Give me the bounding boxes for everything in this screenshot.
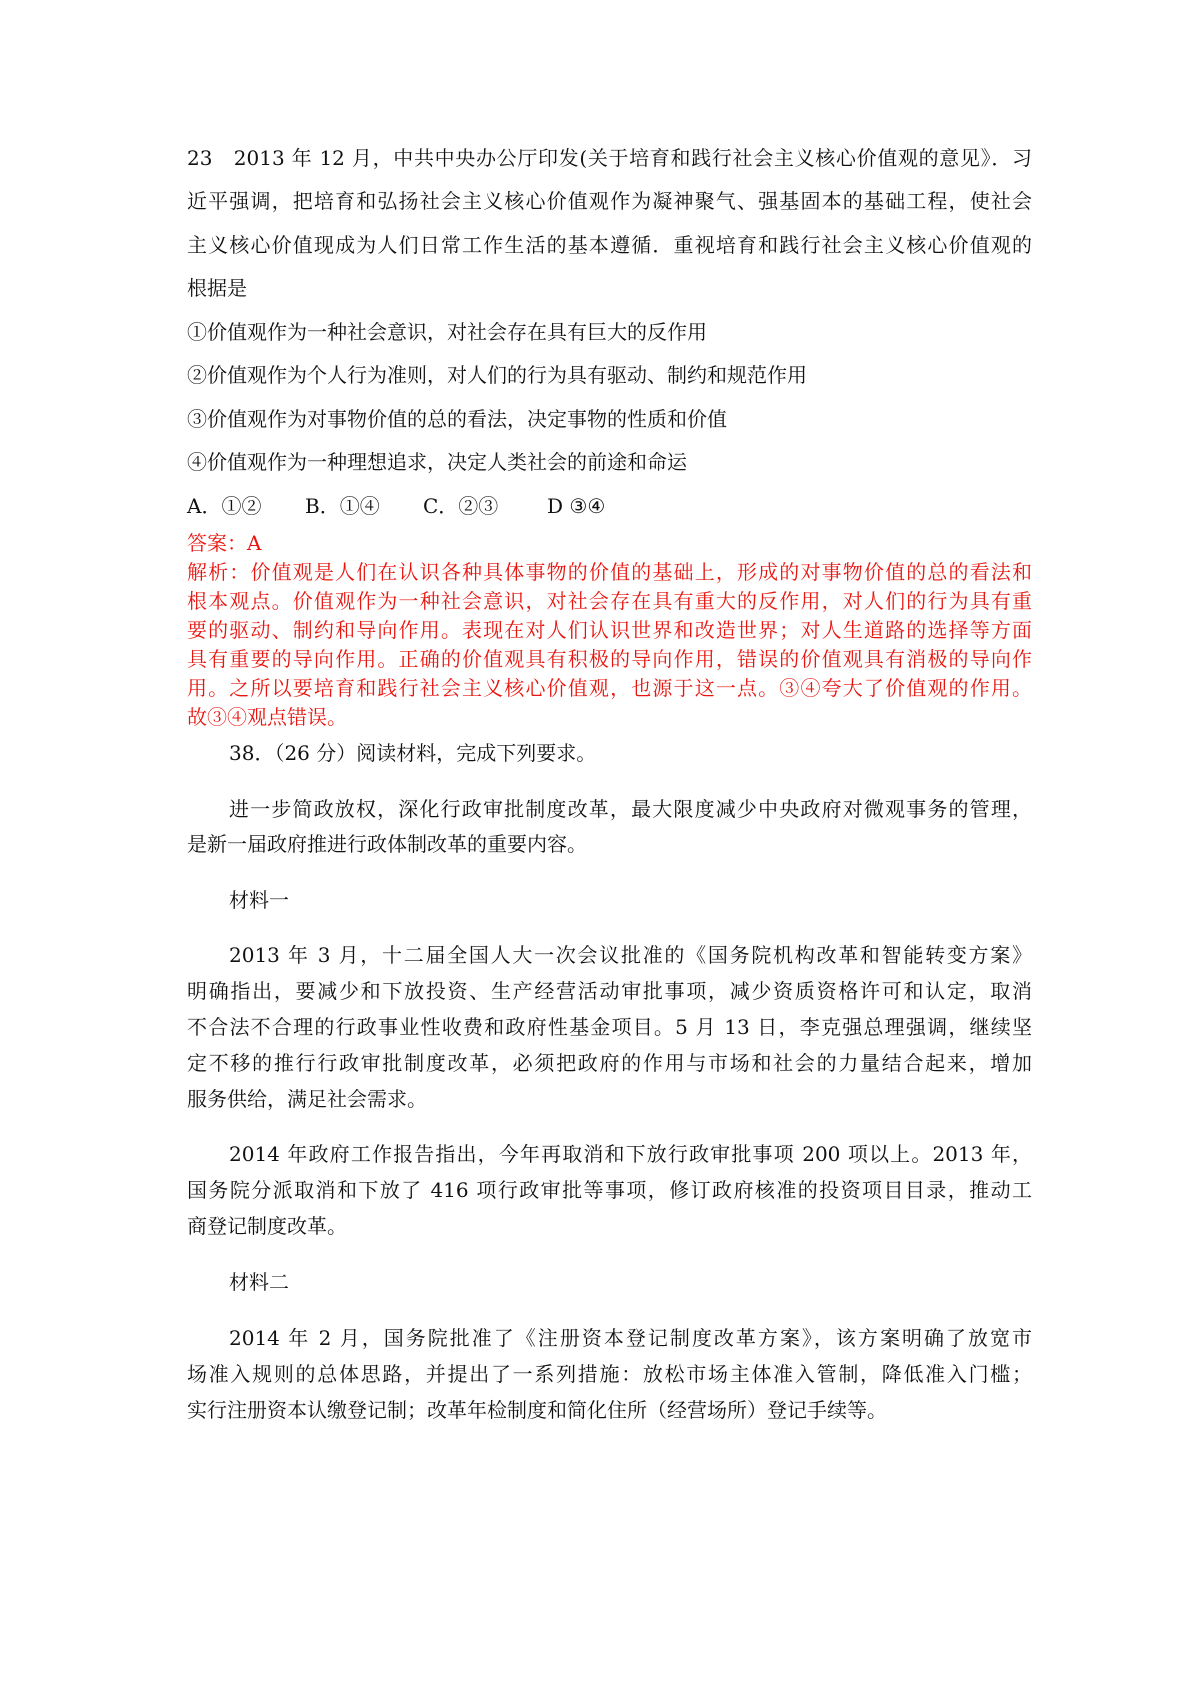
q38-material1-p1-line-1: 2013 年 3 月，十二届全国人大一次会议批准的《国务院机构改革和智能转变方案》 xyxy=(229,943,1032,967)
q23-analysis-line-2: 根本观点。价值观作为一种社会意识，对社会存在具有重大的反作用，对人们的行为具有重 xyxy=(187,589,1032,613)
q38-material2-p1-line-1: 2014 年 2 月，国务院批准了《注册资本登记制度改革方案》，该方案明确了放宽市 xyxy=(229,1326,1032,1350)
q38-intro-line-1: 进一步简政放权，深化行政审批制度改革，最大限度减少中央政府对微观事务的管理， xyxy=(229,797,1032,821)
q38-material1-p1-line-4: 定不移的推行行政审批制度改革，必须把政府的作用与市场和社会的力量结合起来，增加 xyxy=(187,1051,1032,1075)
q38-heading: 38．（26 分）阅读材料，完成下列要求。 xyxy=(229,741,597,765)
q23-option-a: A．①② xyxy=(187,494,262,518)
q23-stem-line-1: 23 2013 年 12 月，中共中央办公厅印发(关于培育和践行社会主义核心价值观的意见》．习 xyxy=(187,146,1032,170)
q38-material1-p1-line-3: 不合法不合理的行政事业性收费和政府性基金项目。5 月 13 日，李克强总理强调，继续坚 xyxy=(187,1015,1032,1039)
q23-stem-line-2: 近平强调，把培育和弘扬社会主义核心价值观作为凝神聚气、强基固本的基础工程，使社会 xyxy=(187,189,1032,213)
q38-material2-p1-line-2: 场准入规则的总体思路，并提出了一系列措施：放松市场主体准入管制，降低准入门槛； xyxy=(187,1362,1032,1386)
q23-option-c: C．②③ xyxy=(423,494,499,518)
q23-analysis-line-4: 具有重要的导向作用。正确的价值观具有积极的导向作用，错误的价值观具有消极的导向作 xyxy=(187,647,1032,671)
q38-material1-p2-line-3: 商登记制度改革。 xyxy=(187,1214,347,1238)
q23-statement-1: ①价值观作为一种社会意识，对社会存在具有巨大的反作用 xyxy=(187,320,707,344)
q23-analysis-line-3: 要的驱动、制约和导向作用。表现在对人们认识世界和改造世界；对人生道路的选择等方面 xyxy=(187,618,1032,642)
q38-material1-p1-line-2: 明确指出，要减少和下放投资、生产经营活动审批事项，减少资质资格许可和认定，取消 xyxy=(187,979,1032,1003)
q38-material1-p1-line-5: 服务供给，满足社会需求。 xyxy=(187,1087,427,1111)
q38-material1-p2-line-2: 国务院分派取消和下放了 416 项行政审批等事项，修订政府核准的投资项目目录，推动工 xyxy=(187,1178,1032,1202)
q38-material1-p2-line-1: 2014 年政府工作报告指出，今年再取消和下放行政审批事项 200 项以上。2013 年， xyxy=(229,1142,1032,1166)
q38-material1-title: 材料一 xyxy=(229,888,289,912)
q23-statement-2: ②价值观作为个人行为准则，对人们的行为具有驱动、制约和规范作用 xyxy=(187,363,807,387)
q23-analysis-line-5: 用。之所以要培育和践行社会主义核心价值观，也源于这一点。③④夸大了价值观的作用。 xyxy=(187,676,1032,700)
q23-stem-line-3: 主义核心价值现成为人们日常工作生活的基本遵循．重视培育和践行社会主义核心价值观的 xyxy=(187,233,1032,257)
q23-option-b: B．①④ xyxy=(305,494,380,518)
q38-material2-p1-line-3: 实行注册资本认缴登记制；改革年检制度和简化住所（经营场所）登记手续等。 xyxy=(187,1398,887,1422)
q23-answer: 答案：A xyxy=(187,531,262,555)
q23-analysis-line-6: 故③④观点错误。 xyxy=(187,705,347,729)
q23-analysis-line-1: 解析：价值观是人们在认识各种具体事物的价值的基础上，形成的对事物价值的总的看法和 xyxy=(187,560,1032,584)
document-page xyxy=(187,0,1032,1698)
q38-intro-line-2: 是新一届政府推进行政体制改革的重要内容。 xyxy=(187,832,587,856)
q23-statement-4: ④价值观作为一种理想追求，决定人类社会的前途和命运 xyxy=(187,450,687,474)
q23-stem-line-4: 根据是 xyxy=(187,276,247,300)
q23-statement-3: ③价值观作为对事物价值的总的看法，决定事物的性质和价值 xyxy=(187,407,727,431)
q38-material2-title: 材料二 xyxy=(229,1270,289,1294)
q23-option-d: D ③④ xyxy=(547,494,606,518)
